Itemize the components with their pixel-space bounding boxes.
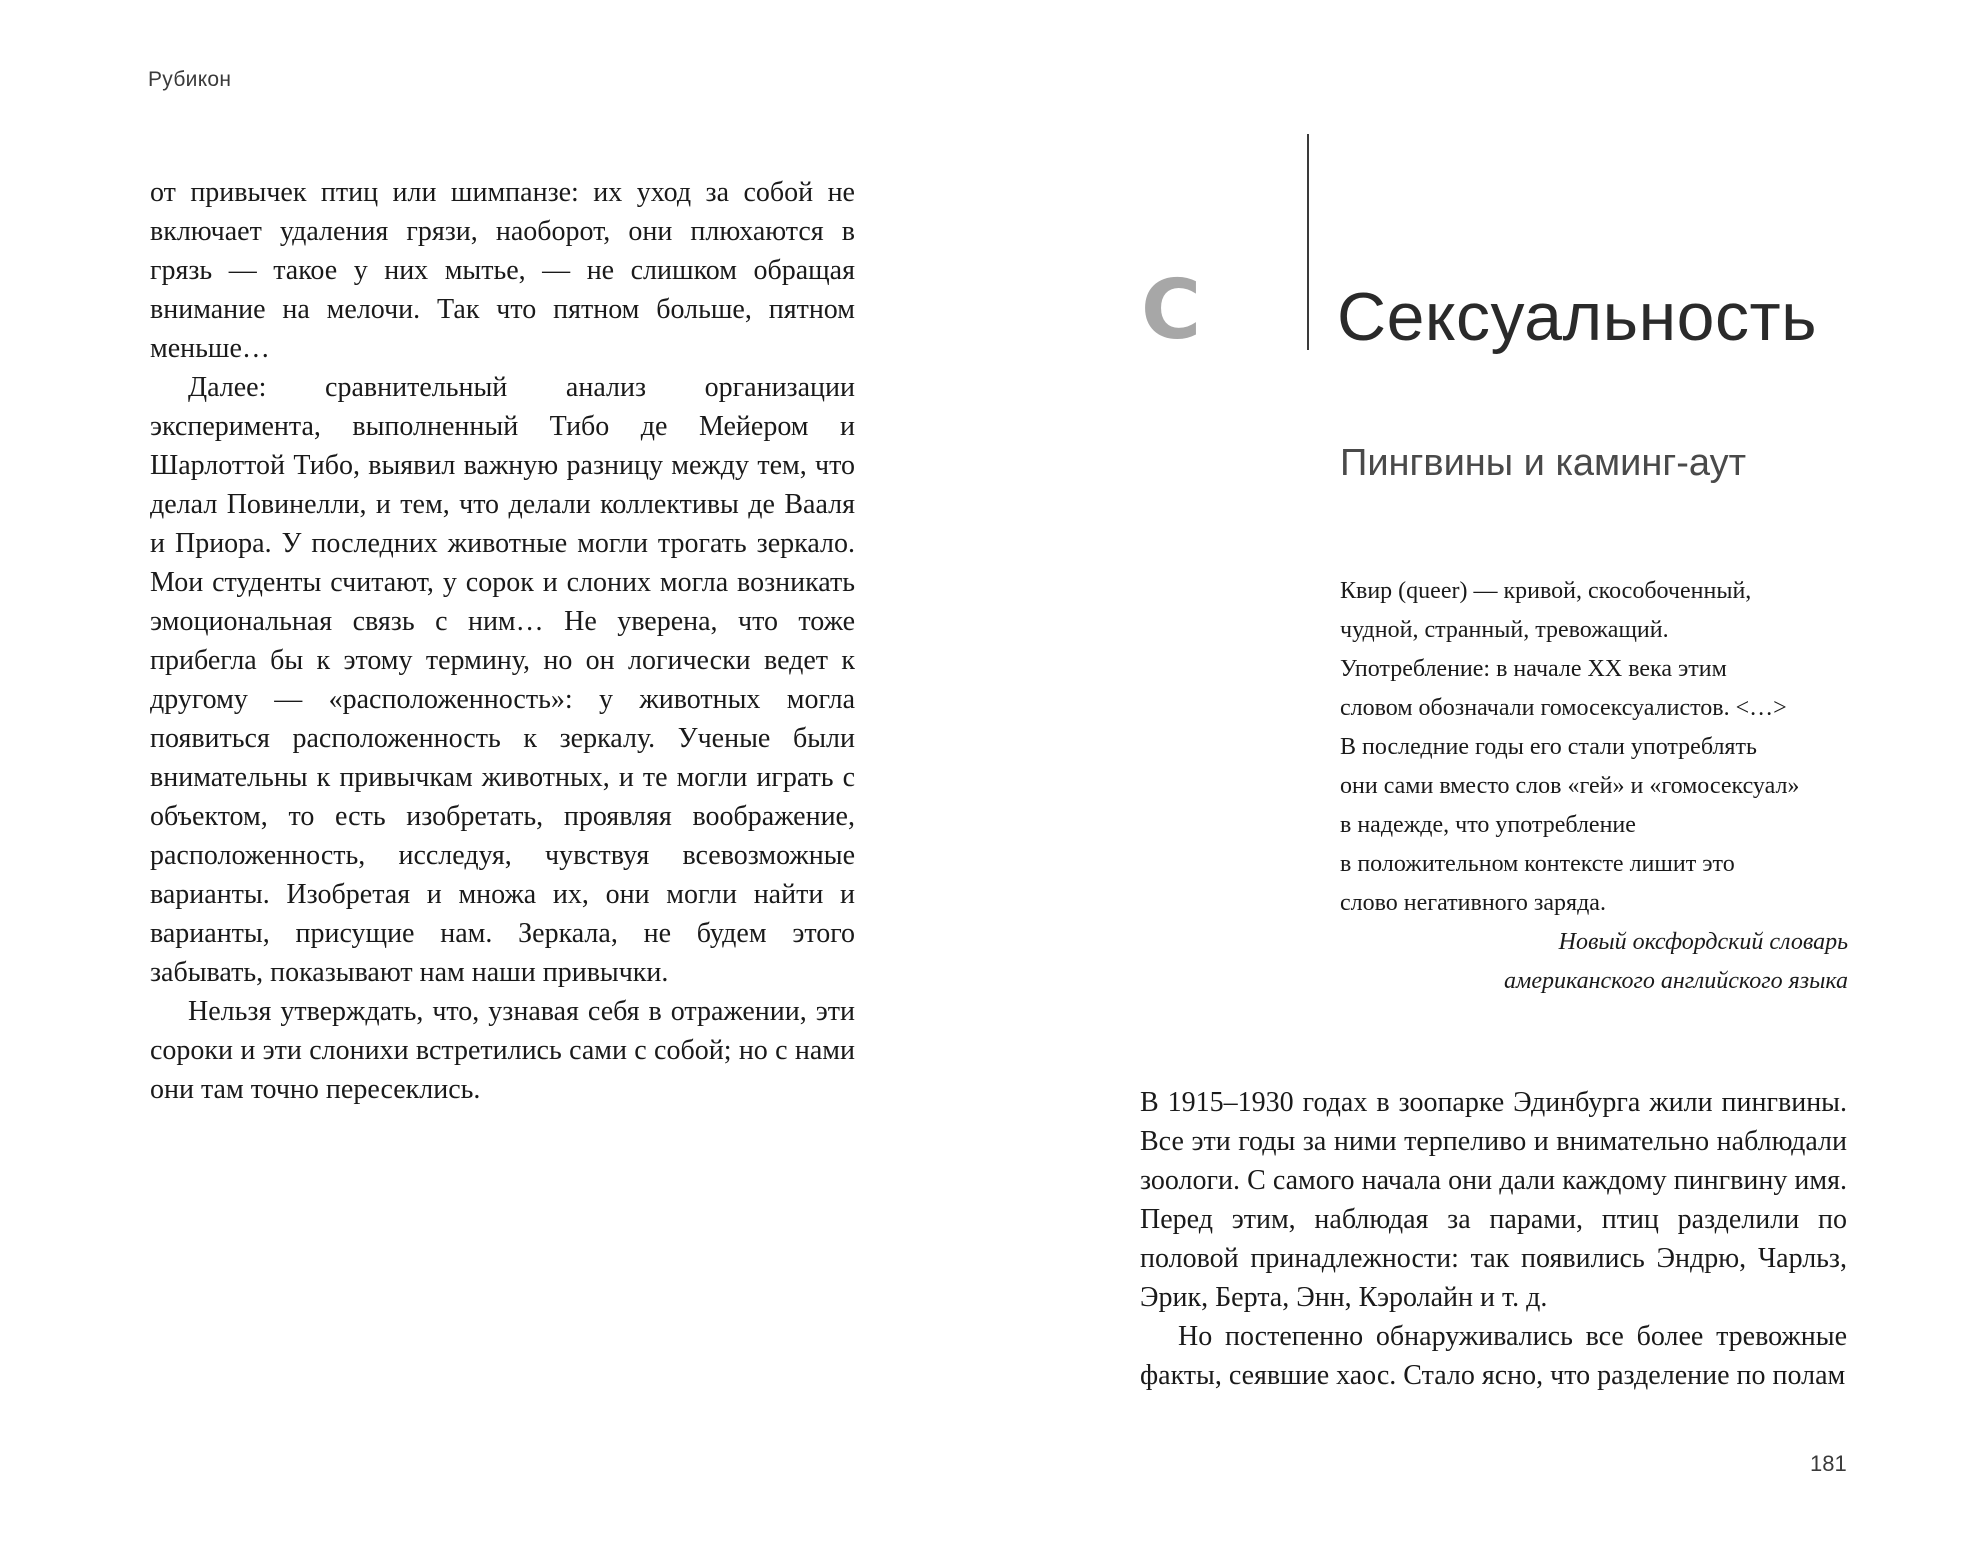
chapter-divider — [1307, 134, 1309, 350]
running-head: Рубикон — [148, 68, 232, 91]
epigraph-line: чудной, странный, тревожащий. — [1340, 617, 1669, 643]
epigraph-line: в надежде, что употребление — [1340, 812, 1636, 838]
epigraph-line: они сами вместо слов «гей» и «гомосексуал» — [1340, 773, 1800, 799]
epigraph-source: американского английского языка — [1504, 968, 1848, 994]
chapter-subtitle: Пингвины и каминг-аут — [1340, 442, 1746, 484]
chapter-letter: С — [1141, 263, 1202, 358]
epigraph-source: Новый оксфордский словарь — [1558, 929, 1848, 955]
chapter-title: Сексуальность — [1337, 279, 1818, 355]
left-body-text — [150, 173, 855, 1109]
epigraph-line: В последние годы его стали употреблять — [1340, 734, 1757, 760]
epigraph-line: Употребление: в начале XX века этим — [1340, 656, 1727, 682]
right-body-text — [1140, 1083, 1847, 1395]
paragraph: Далее: сравнительный анализ организации эксперимента, выполненный Тибо де Мейером и Шарлоттой Тибо, выявил важную разницу между тем, что делал Повинелли, и тем, что делали коллективы де Вааля и Приора. У последних животные могли трогать зеркало. Мои студенты считают, у сорок и слоних могла возникать эмоциональная связь с ним… Не уверена, что тоже прибегла бы к этому термину, но он логически ведет к другому — «расположенность»: у животных могла появиться расположенность к зеркалу. Ученые были внимательны к привычкам животных, и те могли играть с объектом, то есть изобретать, проявляя воображение, расположенность, исследуя, чувствуя всевозможные варианты. Изобретая и множа их, они могли найти и варианты, присущие нам. Зеркала, не будем этого забывать, показывают нам наши привычки. — [150, 372, 855, 988]
paragraph: В 1915–1930 годах в зоопарке Эдинбурга жили пингвины. Все эти годы за ними терпеливо и внимательно наблюдали зоологи. С самого начала они дали каждому пингвину имя. Перед этим, наблюдая за парами, птиц разделили по половой принадлежности: так появились Эндрю, Чарльз, Эрик, Берта, Энн, Кэролайн и т. д. — [1140, 1087, 1847, 1313]
epigraph — [1340, 572, 1848, 1001]
paragraph: Но постепенно обнаруживались все более тревожные факты, сеявшие хаос. Стало ясно, что разделение по полам — [1140, 1321, 1847, 1391]
paragraph: Нельзя утверждать, что, узнавая себя в отражении, эти сороки и эти слонихи встретились сами с собой; но с нами они там точно пересеклись. — [150, 996, 855, 1105]
epigraph-line: Квир (queer) — кривой, скособоченный, — [1340, 578, 1752, 604]
epigraph-line: словом обозначали гомосексуалистов. <…> — [1340, 695, 1787, 721]
epigraph-line: в положительном контексте лишит это — [1340, 851, 1735, 877]
page-number: 181 — [1810, 1451, 1847, 1476]
epigraph-line: слово негативного заряда. — [1340, 890, 1606, 916]
paragraph: от привычек птиц или шимпанзе: их уход за собой не включает удаления грязи, наоборот, они плюхаются в грязь — такое у них мытье, — не слишком обращая внимание на мелочи. Так что пятном больше, пятном меньше… — [150, 177, 855, 364]
left-page — [0, 0, 992, 1544]
